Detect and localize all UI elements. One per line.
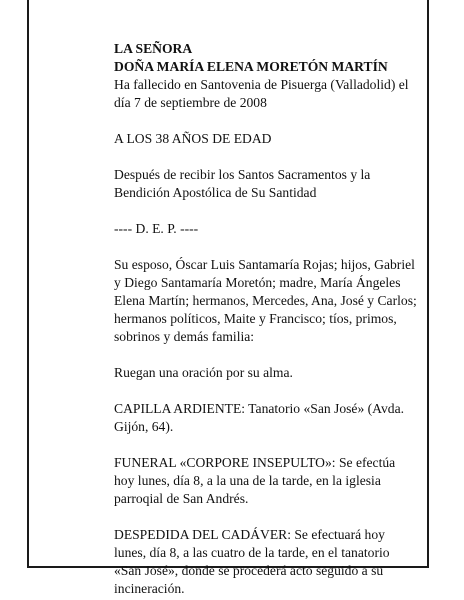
sacraments-statement: Después de recibir los Santos Sacramentos y la Bendición Apostólica de Su Santidad [114,167,371,200]
chapel-info: CAPILLA ARDIENTE: Tanatorio «San José» (Avda. Gijón, 64). [114,401,405,434]
death-info: Ha fallecido en Santovenia de Pisuerga (Valladolid) el día 7 de septiembre de 2008 [114,77,409,110]
farewell-info: DESPEDIDA DEL CADÁVER: Se efectuará hoy lunes, día 8, a las cuatro de la tarde, en el tanatorio «San José», donde se procederá acto seguido a su incineración. [114,527,390,596]
obituary-notice [114,40,417,598]
family-list: Su esposo, Óscar Luis Santamaría Rojas; hijos, Gabriel y Diego Santamaría Moretón; madre, María Ángeles Elena Martín; hermanos, Mercedes, Ana, José y Carlos; hermanos políticos, Maite y Francisco; tíos, primos, sobrinos y demás familia: [114,257,417,344]
deceased-name: DOÑA MARÍA ELENA MORETÓN MARTÍN [114,59,388,74]
age-statement: A LOS 38 AÑOS DE EDAD [114,131,272,146]
prayer-request: Ruegan una oración por su alma. [114,365,293,380]
dep-line: ---- D. E. P. ---- [114,221,199,236]
notice-title-line1: LA SEÑORA [114,41,193,56]
funeral-info: FUNERAL «CORPORE INSEPULTO»: Se efectúa hoy lunes, día 8, a la una de la tarde, en la iglesia parroqial de San Andrés. [114,455,396,506]
